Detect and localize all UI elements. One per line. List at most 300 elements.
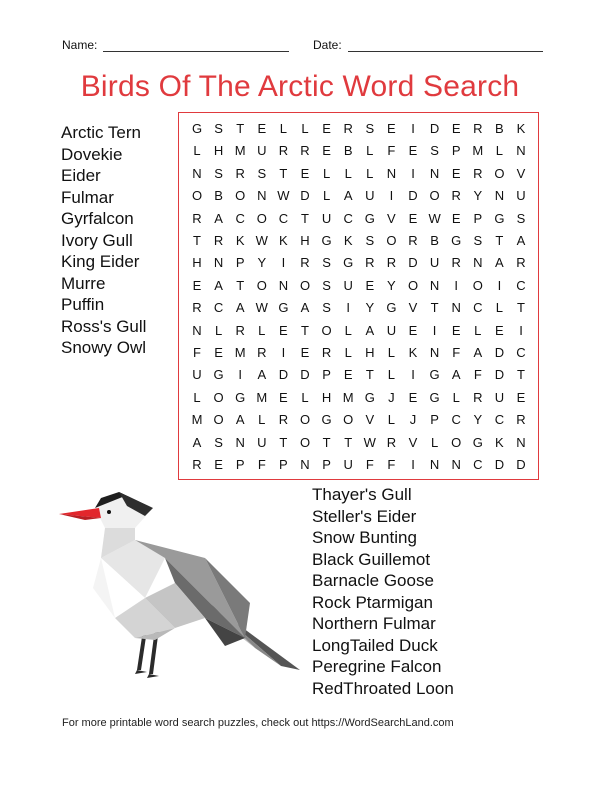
grid-letter: E (408, 389, 418, 405)
grid-letter: M (256, 389, 268, 405)
grid-letter: F (257, 457, 266, 472)
grid-letter: R (451, 255, 461, 271)
grid-letter: T (430, 300, 439, 316)
grid-letter: P (322, 457, 331, 472)
grid-letter: T (344, 434, 353, 450)
grid-letter: T (322, 434, 331, 450)
grid-letter: O (429, 188, 440, 204)
grid-row (179, 209, 538, 229)
grid-letter: D (278, 367, 289, 383)
grid-letter: L (322, 188, 331, 204)
grid-letter: R (473, 121, 483, 136)
page-title: Birds Of The Arctic Word Search (80, 70, 520, 103)
grid-letter: N (429, 457, 440, 472)
word-list-item: Steller's Eider (312, 506, 417, 526)
grid-letter: O (299, 277, 311, 293)
word-list-item: Ivory Gull (61, 230, 133, 250)
grid-letter: A (235, 412, 245, 428)
date-field (313, 38, 543, 52)
grid-letter: P (451, 143, 461, 159)
grid-row (179, 410, 538, 430)
arctic-tern-bird-illustration (55, 488, 305, 698)
grid-letter: M (234, 345, 246, 360)
grid-letter: A (257, 367, 267, 383)
grid-letter: Y (365, 300, 375, 316)
grid-letter: E (192, 277, 202, 293)
grid-row (179, 119, 538, 139)
grid-letter: U (516, 188, 526, 204)
grid-letter: E (343, 367, 353, 383)
grid-letter: C (235, 210, 245, 226)
grid-letter: O (321, 322, 332, 338)
grid-letter: L (344, 345, 352, 360)
grid-letter: I (238, 367, 242, 383)
word-list-item: Rock Ptarmigan (312, 592, 433, 612)
grid-letter: H (321, 389, 332, 405)
grid-letter: K (343, 233, 353, 248)
grid-letter: P (235, 457, 245, 472)
grid-letter: R (516, 255, 526, 271)
grid-letter: T (517, 300, 525, 316)
grid-row (179, 276, 538, 296)
grid-letter: D (494, 345, 505, 360)
grid-letter: E (495, 322, 504, 338)
grid-letter: T (236, 277, 245, 293)
grid-letter: W (363, 434, 376, 450)
grid-letter: L (430, 434, 439, 450)
grid-letter: L (495, 300, 503, 316)
grid-letter: H (192, 255, 202, 271)
grid-letter: G (451, 233, 462, 248)
word-list-item: Eider (61, 166, 101, 185)
grid-letter: A (214, 277, 223, 293)
word-list-item: Murre (61, 273, 106, 293)
name-line (103, 39, 289, 52)
grid-letter: U (386, 322, 397, 338)
grid-letter: R (451, 188, 461, 204)
grid-letter: O (213, 412, 224, 428)
grid-letter: T (517, 367, 525, 383)
grid-letter: M (191, 412, 203, 428)
word-list-right (312, 484, 454, 699)
grid-letter: P (473, 210, 483, 226)
grid-letter: D (516, 457, 526, 472)
grid-letter: F (387, 143, 396, 159)
grid-letter: E (451, 165, 461, 181)
word-list-item: Peregrine Falcon (312, 657, 442, 676)
grid-letter: F (193, 345, 201, 360)
grid-letter: S (516, 210, 526, 226)
grid-letter: O (494, 165, 505, 181)
grid-letter: E (279, 322, 288, 338)
grid-letter: U (343, 277, 353, 293)
grid-letter: R (192, 210, 202, 226)
grid-letter: U (494, 389, 505, 405)
grid-letter: U (321, 210, 332, 226)
grid-letter: C (451, 412, 461, 428)
grid-letter: E (387, 121, 396, 136)
grid-letter: W (255, 233, 268, 248)
grid-letter: U (365, 188, 375, 204)
grid-letter: Y (473, 188, 483, 204)
grid-letter: R (386, 434, 397, 450)
grid-letter: L (279, 121, 287, 136)
grid-letter: V (408, 300, 418, 316)
word-list-item: Black Guillemot (312, 549, 431, 569)
grid-letter: A (451, 367, 461, 383)
grid-letter: N (386, 165, 397, 181)
grid-row (179, 388, 538, 408)
grid-letter: L (366, 165, 374, 181)
grid-letter: I (411, 367, 415, 383)
grid-letter: N (429, 165, 440, 181)
word-list-item: Snowy Owl (61, 338, 147, 357)
word-list-item: LongTailed Duck (312, 635, 438, 655)
grid-row (179, 164, 538, 184)
grid-letter: N (516, 143, 526, 159)
grid-letter: K (235, 233, 245, 248)
grid-letter: G (191, 121, 203, 136)
grid-row (179, 141, 538, 161)
grid-letter: I (519, 322, 523, 338)
grid-letter: S (322, 300, 331, 316)
grid-letter: G (321, 412, 332, 428)
grid-letter: S (214, 121, 223, 136)
grid-letter: T (301, 210, 309, 226)
grid-letter: N (494, 188, 505, 204)
grid-letter: R (473, 389, 483, 405)
grid-letter: U (257, 434, 267, 450)
grid-letter: C (516, 277, 526, 293)
grid-letter: M (234, 143, 246, 159)
grid-letter: H (365, 345, 375, 360)
grid-letter: E (408, 143, 418, 159)
word-list-item: King Eider (61, 252, 140, 271)
grid-letter: L (258, 412, 266, 428)
grid-letter: P (279, 457, 288, 472)
grid-letter: J (409, 412, 417, 428)
word-list-item: Barnacle Goose (312, 571, 434, 590)
grid-letter: P (322, 367, 331, 383)
grid-letter: C (473, 457, 483, 472)
grid-letter: V (387, 210, 396, 226)
grid-row (179, 365, 538, 385)
grid-letter: G (429, 367, 440, 383)
grid-letter: A (516, 233, 526, 248)
grid-letter: I (454, 277, 458, 293)
grid-letter: T (279, 434, 288, 450)
grid-letter: B (430, 233, 439, 248)
word-list-item: Thayer's Gull (312, 485, 412, 504)
grid-letter: O (235, 188, 246, 204)
grid-letter: L (387, 345, 395, 360)
grid-letter: S (257, 165, 267, 181)
grid-letter: O (256, 277, 267, 293)
grid-letter: R (300, 143, 310, 159)
grid-letter: N (213, 255, 224, 271)
grid-letter: R (343, 121, 353, 136)
grid-letter: L (344, 165, 352, 181)
grid-row (179, 231, 538, 251)
grid-letter: S (214, 165, 223, 181)
grid-letter: R (192, 457, 202, 472)
grid-letter: G (494, 210, 505, 226)
grid-letter: K (408, 345, 418, 360)
grid-letter: B (343, 143, 353, 159)
grid-letter: E (300, 345, 310, 360)
grid-letter: N (473, 255, 483, 271)
word-list-item: Ross's Gull (61, 316, 147, 336)
grid-letter: G (343, 255, 354, 271)
word-list-item: Northern Fulmar (312, 614, 436, 633)
grid-letter: L (193, 389, 201, 405)
grid-letter: N (451, 457, 461, 472)
grid-letter: A (365, 322, 375, 338)
grid-row (179, 298, 538, 318)
grid-letter: R (257, 345, 267, 360)
grid-row (179, 253, 538, 273)
name-field (62, 38, 289, 52)
grid-letter: V (365, 412, 375, 428)
grid-letter: I (281, 255, 286, 271)
grid-letter: Y (257, 255, 267, 271)
grid-letter: I (389, 188, 394, 204)
grid-letter: R (278, 143, 289, 159)
grid-letter: L (344, 322, 352, 338)
grid-letter: G (364, 389, 375, 405)
grid-letter: N (278, 277, 289, 293)
grid-letter: A (473, 345, 483, 360)
grid-letter: N (429, 277, 440, 293)
grid-letter: C (473, 300, 483, 316)
word-list-left (61, 122, 146, 359)
grid-letter: N (516, 434, 526, 450)
grid-letter: U (429, 255, 440, 271)
grid-letter: J (388, 389, 395, 405)
name-label: Name: (62, 38, 98, 52)
grid-letter: K (516, 121, 526, 136)
grid-letter: O (451, 434, 462, 450)
grid-letter: C (213, 300, 224, 316)
word-list-item: Puffin (61, 295, 105, 314)
grid-letter: N (257, 188, 267, 204)
grid-letter: R (473, 165, 483, 181)
grid-letter: T (365, 367, 374, 383)
grid-letter: N (235, 434, 245, 450)
grid-letter: E (451, 322, 461, 338)
grid-letter: E (408, 210, 418, 226)
grid-row (179, 433, 538, 453)
grid-letter: C (278, 210, 289, 226)
grid-letter: G (472, 434, 483, 450)
grid-letter: D (494, 457, 505, 472)
grid-letter: L (452, 389, 460, 405)
grid-letter: O (343, 412, 354, 428)
grid-letter: E (408, 322, 418, 338)
grid-letter: L (214, 322, 223, 338)
grid-letter: T (193, 233, 201, 248)
grid-letter: C (494, 412, 505, 428)
grid-letter: O (256, 210, 267, 226)
grid-letter: P (430, 412, 439, 428)
grid-letter: E (516, 389, 526, 405)
grid-letter: W (277, 188, 290, 204)
grid-letter: R (321, 345, 332, 360)
grid-letter: K (495, 434, 504, 450)
grid-letter: S (365, 121, 375, 136)
grid-letter: A (300, 300, 310, 316)
grid-letter: W (428, 210, 441, 226)
grid-letter: S (322, 277, 331, 293)
grid-letter: R (235, 165, 245, 181)
grid-letter: G (364, 210, 375, 226)
grid-letter: D (300, 188, 310, 204)
grid-letter: R (192, 300, 202, 316)
grid-letter: I (432, 322, 437, 338)
grid-letter: B (214, 188, 223, 204)
grid-letter: I (281, 345, 286, 360)
grid-letter: E (451, 121, 461, 136)
grid-letter: S (322, 255, 331, 271)
grid-letter: I (346, 300, 350, 316)
grid-letter: O (386, 233, 397, 248)
grid-letter: D (408, 188, 418, 204)
grid-letter: L (322, 165, 331, 181)
grid-letter: N (300, 457, 310, 472)
grid-letter: R (386, 255, 397, 271)
grid-letter: L (387, 367, 395, 383)
grid-letter: L (193, 143, 201, 159)
word-list-item: Arctic Tern (61, 123, 141, 142)
footer-text: For more printable word search puzzles, check out https://WordSearchLand.com (62, 717, 454, 729)
grid-letter: O (407, 277, 419, 293)
grid-letter: L (495, 143, 503, 159)
grid-letter: D (408, 255, 418, 271)
grid-letter: G (321, 233, 332, 248)
grid-letter: O (213, 389, 224, 405)
grid-letter: D (494, 367, 505, 383)
grid-letter: N (429, 345, 440, 360)
grid-letter: G (278, 300, 289, 316)
grid-letter: E (365, 277, 375, 293)
grid-letter: L (474, 322, 482, 338)
grid-letter: P (235, 255, 245, 271)
word-list-item: Dovekie (61, 144, 123, 164)
grid-letter: L (301, 121, 309, 136)
grid-letter: A (495, 255, 504, 271)
grid-letter: L (366, 143, 374, 159)
grid-letter: M (342, 389, 354, 405)
grid-letter: H (213, 143, 224, 159)
grid-letter: E (451, 210, 461, 226)
grid-letter: B (495, 121, 504, 136)
grid-letter: C (343, 210, 353, 226)
grid-letter: U (343, 457, 353, 472)
date-label: Date: (313, 38, 342, 52)
grid-letter: E (300, 165, 310, 181)
grid-row (179, 186, 538, 206)
grid-letter: T (495, 233, 504, 248)
grid-letter: E (322, 121, 331, 136)
grid-letter: R (408, 233, 418, 248)
grid-letter: Y (387, 277, 396, 293)
grid-letter: D (429, 121, 440, 136)
grid-row (179, 455, 538, 475)
grid-letter: I (497, 277, 502, 293)
grid-letter: T (236, 121, 245, 136)
grid-letter: S (214, 434, 223, 450)
word-list-item: RedThroated Loon (312, 678, 454, 698)
grid-letter: S (473, 233, 483, 248)
grid-letter: R (278, 412, 289, 428)
grid-letter: K (279, 233, 288, 248)
grid-letter: R (516, 412, 526, 428)
grid-letter: G (213, 367, 224, 383)
grid-letter: O (472, 277, 483, 293)
grid-letter: F (365, 457, 374, 472)
grid-letter: A (343, 188, 353, 204)
grid-letter: N (451, 300, 461, 316)
word-search-grid (178, 112, 539, 480)
grid-letter: T (279, 165, 288, 181)
grid-letter: N (192, 322, 202, 338)
grid-letter: F (387, 457, 396, 472)
grid-letter: H (300, 233, 310, 248)
grid-letter: W (255, 300, 268, 316)
grid-letter: G (235, 389, 246, 405)
grid-letter: U (257, 143, 267, 159)
grid-letter: E (322, 143, 331, 159)
grid-letter: O (299, 434, 311, 450)
grid-letter: E (279, 389, 288, 405)
grid-letter: E (257, 121, 267, 136)
grid-letter: C (516, 345, 526, 360)
grid-letter: A (214, 210, 223, 226)
grid-letter: A (192, 434, 202, 450)
grid-letter: L (258, 322, 266, 338)
grid-letter: F (473, 367, 482, 383)
grid-letter: L (301, 389, 309, 405)
word-list-item: Snow Bunting (312, 528, 417, 547)
grid-letter: S (365, 233, 375, 248)
grid-letter: I (411, 121, 415, 136)
word-list-item: Fulmar (61, 187, 114, 207)
grid-letter: I (411, 165, 415, 181)
grid-letter: T (301, 322, 309, 338)
grid-letter: O (299, 412, 311, 428)
grid-letter: L (387, 412, 395, 428)
grid-row (179, 321, 538, 341)
grid-letter: D (300, 367, 310, 383)
grid-row (179, 343, 538, 363)
grid-letter: M (472, 143, 484, 159)
grid-letter: R (213, 233, 224, 248)
grid-letter: S (430, 143, 439, 159)
grid-letter: F (452, 345, 461, 360)
grid-letter: V (516, 165, 526, 181)
grid-letter: U (192, 367, 202, 383)
grid-letter: R (235, 322, 245, 338)
grid-letter: G (429, 389, 440, 405)
grid-letter: V (408, 434, 418, 450)
grid-letter: O (191, 188, 203, 204)
date-line (348, 39, 543, 52)
word-list-item: Gyrfalcon (61, 209, 134, 228)
grid-letter: E (214, 457, 223, 472)
grid-letter: R (300, 255, 310, 271)
grid-letter: I (411, 457, 415, 472)
grid-letter: Y (473, 412, 483, 428)
